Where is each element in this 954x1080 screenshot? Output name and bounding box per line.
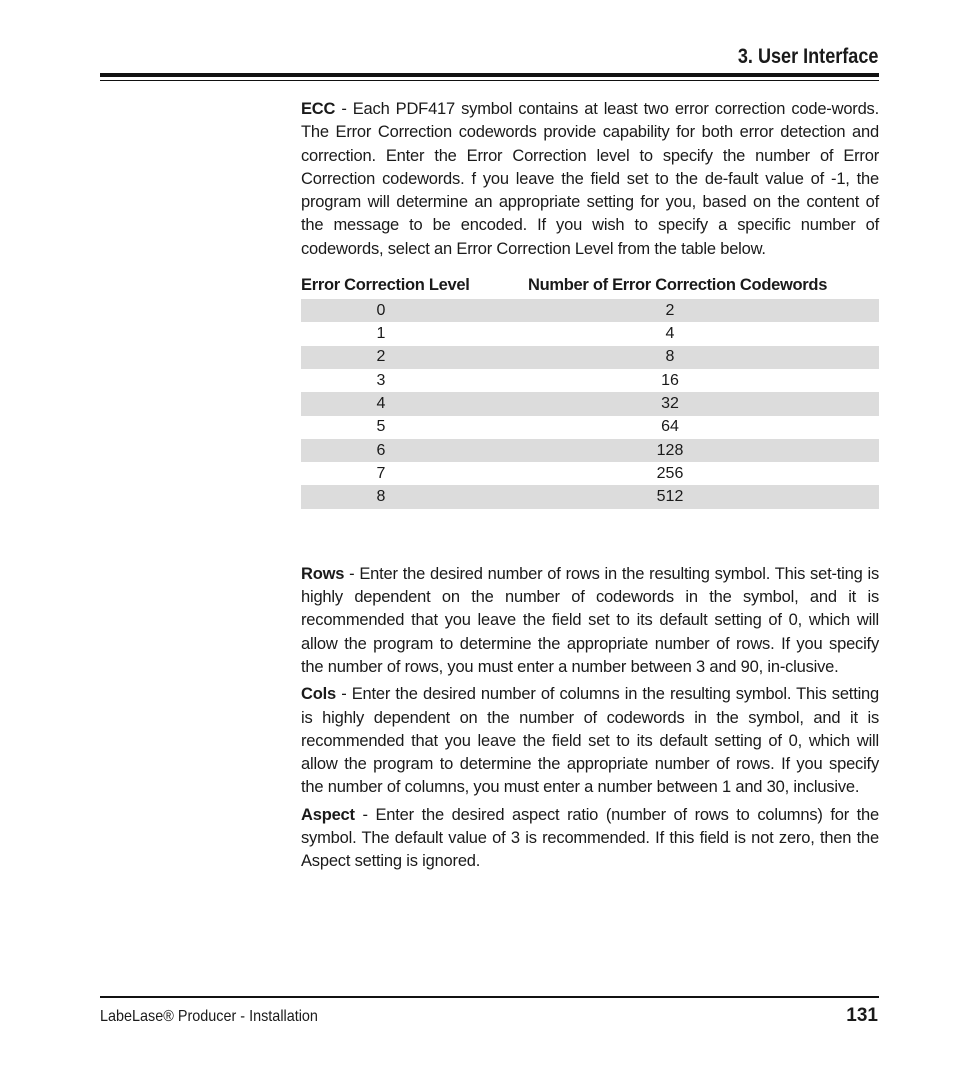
header-rule-thick (100, 73, 879, 77)
cell-codewords: 64 (661, 418, 679, 436)
cell-level: 5 (376, 418, 386, 436)
table-row (301, 416, 879, 439)
aspect-term: Aspect (301, 805, 355, 824)
ecc-text: - Each PDF417 symbol contains at least two error correction code-words. The Error Correction codewords provide capability for both error detection and correction. Enter the Error Correction level to specify the number of Error Correction codewords. f you leave the field set to the de-fault value of -1, the program will determine an appropriate setting for you, based on the content of the message to be encoded. If you wish to specify a specific number of codewords, select an Error Correction Level from the table below. (301, 100, 879, 258)
footer-product: LabeLase® Producer - Installation (100, 1008, 318, 1025)
cell-level: 4 (301, 392, 461, 415)
cell-level: 3 (376, 371, 386, 389)
ecc-term: ECC (301, 100, 336, 118)
table-row (301, 439, 879, 462)
cell-codewords: 128 (461, 439, 879, 462)
cols-text: - Enter the desired number of columns in the resulting symbol. This setting is highly dependent on the number of codewords in the symbol, and it is recommended that you leave the field set to its default setting of 0, which will allow the program to determine the appropriate number of rows. If you specify the number of columns, you must enter a number between 1 and 30, inclusive. (301, 685, 879, 797)
cell-level: 6 (301, 439, 461, 462)
cell-codewords: 256 (656, 464, 684, 482)
table-row (301, 322, 879, 345)
cell-codewords: 32 (461, 392, 879, 415)
table-row (301, 346, 879, 369)
table-header (301, 273, 879, 297)
cols-paragraph (301, 683, 879, 799)
section-title: 3. User Interface (737, 45, 878, 68)
table-row (301, 369, 879, 392)
cell-codewords: 8 (461, 346, 879, 369)
table-row (301, 299, 879, 322)
cell-level: 1 (376, 325, 386, 343)
cell-codewords: 4 (665, 325, 675, 343)
ecc-table (301, 299, 879, 509)
table-header-level: Error Correction Level (301, 275, 470, 294)
cell-level: 2 (301, 346, 461, 369)
cell-level: 0 (301, 299, 461, 322)
rows-text: - Enter the desired number of rows in the resulting symbol. This set-ting is highly dependent on the number of codewords in the symbol, and it is recommended that you leave the field set to its default setting of 0, which will allow the program to determine the appropriate number of rows. If you specify the number of rows, you must enter a number between 3 and 90, in-clusive. (301, 564, 879, 676)
cell-codewords: 2 (461, 299, 879, 322)
page-number: 131 (846, 1005, 878, 1026)
cell-level: 7 (376, 464, 386, 482)
header-rule-thin (100, 80, 879, 81)
page-content (301, 98, 879, 874)
aspect-text: - Enter the desired aspect ratio (number of rows to columns) for the symbol. The default value of 3 is recommended. If this field is not zero, then the Aspect setting is ignored. (301, 805, 879, 871)
footer-rule (100, 996, 879, 998)
ecc-paragraph (301, 98, 879, 261)
table-row (301, 485, 879, 508)
spacer (301, 509, 879, 563)
aspect-paragraph (301, 804, 879, 874)
cell-codewords: 512 (461, 485, 879, 508)
table-row (301, 462, 879, 485)
cols-term: Cols (301, 685, 336, 704)
rows-paragraph (301, 563, 879, 679)
table-header-codewords: Number of Error Correction Codewords (528, 275, 828, 294)
cell-level: 8 (301, 485, 461, 508)
ecc-table-body (301, 299, 879, 509)
cell-codewords: 16 (661, 371, 679, 389)
table-row (301, 392, 879, 415)
rows-term: Rows (301, 564, 345, 583)
